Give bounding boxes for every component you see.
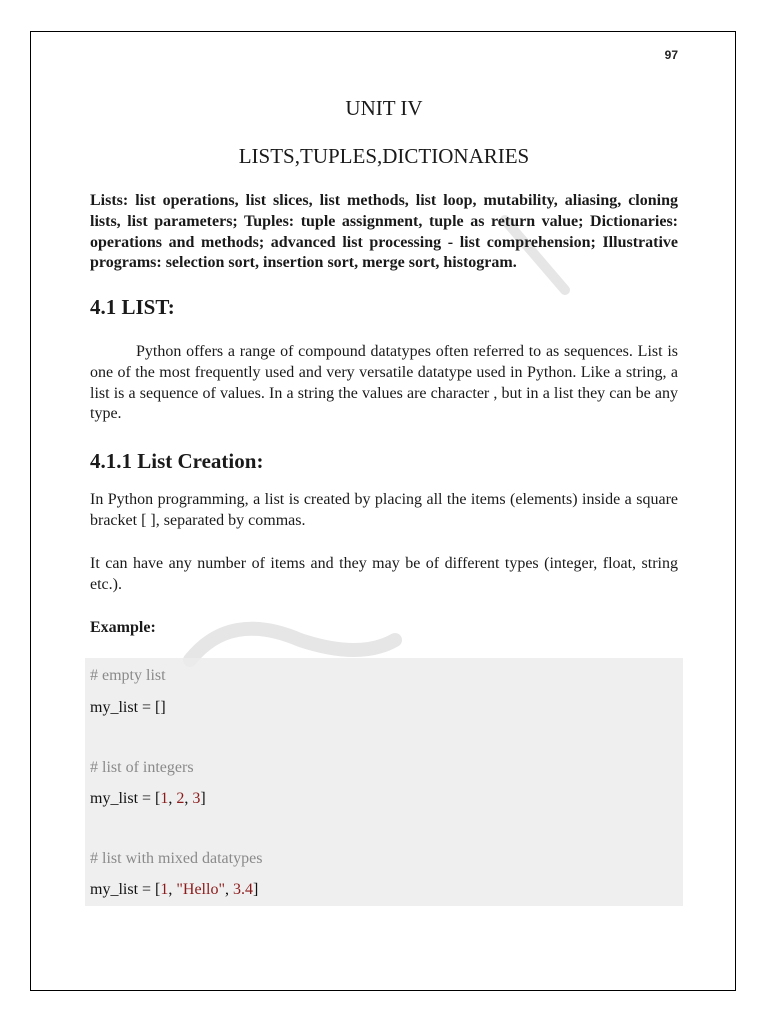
code-token: ] — [200, 790, 206, 807]
code-comment-empty-list: # empty list — [90, 667, 166, 684]
code-string-literal: "Hello" — [176, 881, 225, 898]
code-token: , — [168, 881, 177, 898]
code-token: , — [184, 790, 193, 807]
code-token: my_list = [ — [90, 881, 161, 898]
code-number-literal: 1 — [160, 790, 169, 807]
code-line-integers — [90, 789, 206, 809]
code-line-mixed — [90, 880, 258, 900]
section-heading-list-creation: 4.1.1 List Creation: — [90, 449, 264, 473]
code-comment-integers: # list of integers — [90, 759, 194, 776]
section-heading-list: 4.1 LIST: — [90, 295, 175, 319]
code-example-block — [85, 658, 683, 906]
code-line-empty-list: my_list = [] — [90, 699, 166, 716]
code-number-literal: 1 — [160, 881, 169, 898]
list-creation-paragraph-1: In Python programming, a list is created by placing all the items (elements) inside a square bracket [ ], separated by commas. — [90, 491, 678, 529]
code-token: , — [224, 881, 233, 898]
list-intro-paragraph: Python offers a range of compound datatypes often referred to as sequences. List is one of the most frequently used and very versatile datatype used in Python. Like a string, a list is a sequence of values. In a string the values are character , but in a list they can be any type. — [90, 343, 678, 423]
code-token: , — [168, 790, 177, 807]
code-comment-mixed: # list with mixed datatypes — [90, 850, 263, 867]
list-creation-paragraph-2: It can have any number of items and they may be of different types (integer, float, string etc.). — [90, 555, 678, 593]
code-number-literal: 3 — [192, 790, 201, 807]
code-token: my_list = [ — [90, 790, 161, 807]
syllabus-paragraph: Lists: list operations, list slices, list methods, list loop, mutability, aliasing, cloning lists, list parameters; Tuples: tuple assignment, tuple as return value; Dictionaries: operations and methods; advanced list processing - list comprehension; Illustrative programs: selection sort, insertion sort, merge sort, histogram. — [90, 192, 678, 272]
code-number-literal: 2 — [176, 790, 185, 807]
code-token: ] — [252, 881, 259, 898]
unit-title: UNIT IV — [345, 96, 423, 120]
page-number: 97 — [664, 48, 678, 62]
unit-subtitle: LISTS,TUPLES,DICTIONARIES — [238, 144, 530, 168]
example-label: Example: — [90, 619, 156, 636]
code-number-literal: 3.4 — [232, 881, 253, 898]
